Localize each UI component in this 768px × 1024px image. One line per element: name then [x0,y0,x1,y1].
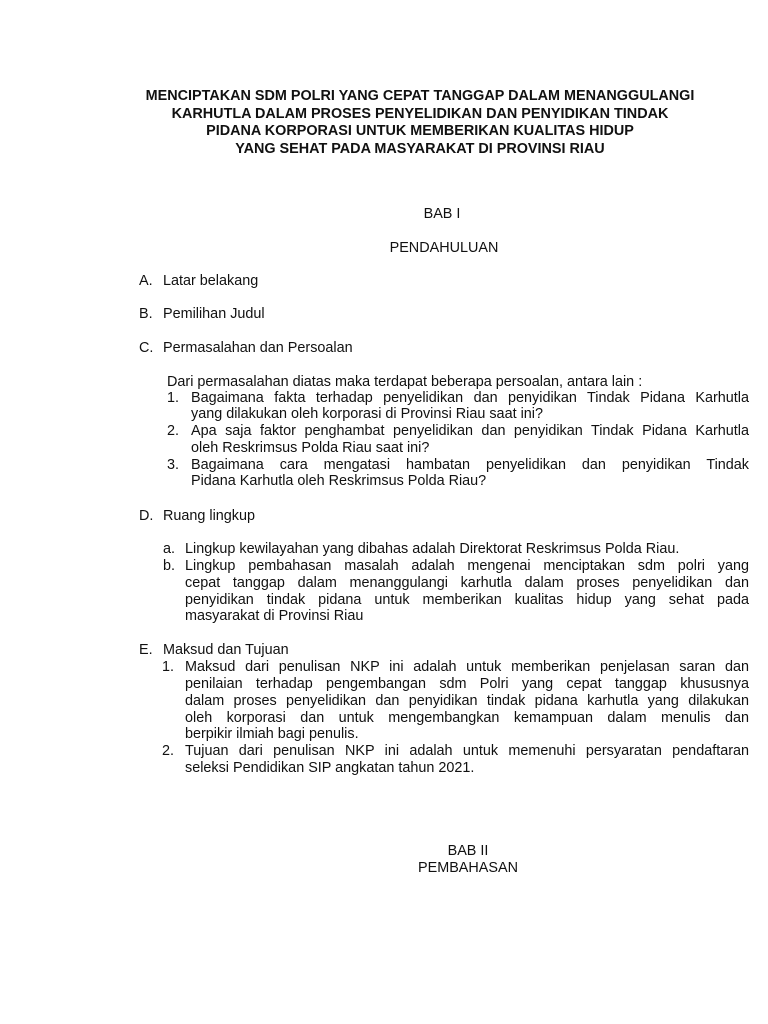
list-item-text: penyidikan tindak pidana untuk memberikan kualitas hidup yang sehat pada [185,592,749,608]
list-item-text: Pidana Karhutla oleh Reskrimsus Polda Riau? [191,473,487,489]
list-item-text: Tujuan dari penulisan NKP ini adalah untuk memenuhi persyaratan pendaftaran [185,743,749,759]
title-line: MENCIPTAKAN SDM POLRI YANG CEPAT TANGGAP DALAM MENANGGULANGI [145,88,695,104]
chapter-heading: BAB II [447,843,489,859]
list-item-text: berpikir ilmiah bagi penulis. [185,726,359,742]
list-item-text: penilaian terhadap pengembangan sdm Polri yang cepat tanggap khususnya [185,676,749,692]
title-line: PIDANA KORPORASI UNTUK MEMBERIKAN KUALITAS HIDUP [206,123,634,139]
list-item-marker: 2. [167,423,180,439]
title-line: KARHUTLA DALAM PROSES PENYELIDIKAN DAN PENYIDIKAN TINDAK [171,105,669,122]
section-marker: D. [139,508,154,524]
list-item-marker: 3. [167,457,180,473]
section-marker: B. [139,306,153,322]
section-marker: C. [139,340,154,356]
section-heading-ruang-lingkup: Ruang lingkup [163,508,256,524]
list-item-marker: 1. [167,390,180,406]
intro-paragraph: Dari permasalahan diatas maka terdapat beberapa persoalan, antara lain : [167,374,643,390]
list-item-marker: 1. [162,659,175,675]
chapter-subheading: PEMBAHASAN [418,860,518,876]
document-title [100,88,740,158]
title-line: YANG SEHAT PADA MASYARAKAT DI PROVINSI RIAU [235,140,605,157]
list-item-text: seleksi Pendidikan SIP angkatan tahun 2021. [185,760,475,776]
section-marker: E. [139,642,153,658]
list-item-text: Lingkup kewilayahan yang dibahas adalah Direktorat Reskrimsus Polda Riau. [185,541,680,557]
list-item-text: cepat tanggap dalam menanggulangi karhutla dalam proses penyelidikan dan [185,575,749,591]
list-item-text: Maksud dari penulisan NKP ini adalah untuk memberikan penjelasan saran dan [185,659,749,675]
list-item-text: dalam proses penyelidikan dan penyidikan tindak pidana karhutla yang dilakukan [185,693,749,709]
list-item-text: oleh Reskrimsus Polda Riau saat ini? [191,440,430,456]
list-item-text: Bagaimana fakta terhadap penyelidikan dan penyidikan Tindak Pidana Karhutla [191,390,749,406]
list-item-text: Bagaimana cara mengatasi hambatan penyelidikan dan penyidikan Tindak [191,457,749,473]
list-item-marker: b. [163,558,176,574]
list-item-text: masyarakat di Provinsi Riau [185,608,364,624]
list-item-text: oleh korporasi dan untuk mengembangkan kemampuan dalam menulis dan [185,710,749,726]
list-item-marker: a. [163,541,176,557]
chapter-heading: BAB I [423,206,461,222]
section-heading-latar-belakang: Latar belakang [163,273,259,289]
section-heading-permasalahan: Permasalahan dan Persoalan [163,340,353,356]
list-item-text: Lingkup pembahasan masalah adalah mengenai menciptakan sdm polri yang [185,558,749,574]
list-item-marker: 2. [162,743,175,759]
chapter-subheading: PENDAHULUAN [389,240,499,256]
section-heading-maksud-tujuan: Maksud dan Tujuan [163,642,289,658]
section-marker: A. [139,273,153,289]
list-item-text: yang dilakukan oleh korporasi di Provinsi Riau saat ini? [191,406,543,422]
section-heading-pemilihan-judul: Pemilihan Judul [163,306,265,322]
list-item-text: Apa saja faktor penghambat penyelidikan dan penyidikan Tindak Pidana Karhutla [191,423,749,439]
